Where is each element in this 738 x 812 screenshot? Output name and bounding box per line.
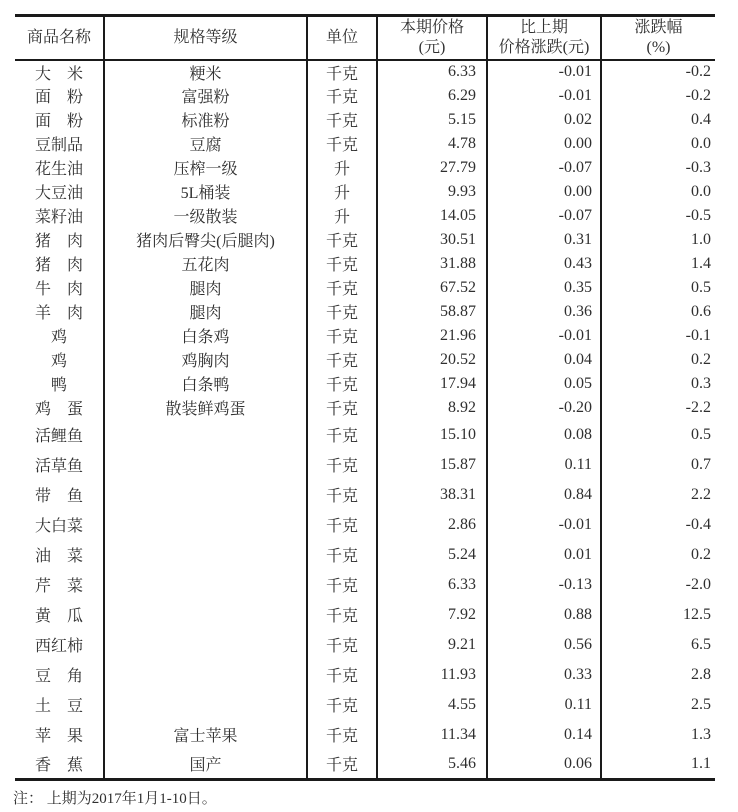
cell-current-price: 6.29 — [377, 84, 487, 108]
cell-change-percent: 0.5 — [601, 420, 715, 450]
cell-unit: 千克 — [307, 630, 377, 660]
price-table-body — [15, 60, 715, 780]
col-header-label: 涨跌幅 — [634, 18, 683, 36]
col-header-sublabel: (%) — [646, 38, 671, 56]
cell-change-percent: -2.0 — [601, 570, 715, 600]
cell-spec-grade — [104, 600, 307, 630]
cell-change-percent: 2.2 — [601, 480, 715, 510]
cell-unit: 千克 — [307, 600, 377, 630]
cell-price-change: -0.20 — [487, 396, 601, 420]
cell-commodity-name: 活鲤鱼 — [34, 428, 83, 445]
cell-commodity-name: 苹 果 — [34, 728, 83, 745]
table-row — [15, 420, 715, 450]
table-row — [15, 84, 715, 108]
cell-commodity-name: 面 粉 — [34, 89, 83, 106]
cell-unit: 千克 — [307, 300, 377, 324]
cell-unit: 千克 — [307, 132, 377, 156]
cell-unit: 千克 — [307, 372, 377, 396]
cell-unit: 千克 — [307, 480, 377, 510]
cell-spec-grade: 散装鲜鸡蛋 — [104, 396, 307, 420]
table-row — [15, 132, 715, 156]
cell-unit: 千克 — [307, 420, 377, 450]
cell-spec-grade — [104, 660, 307, 690]
cell-change-percent: -0.2 — [601, 60, 715, 84]
cell-price-change: 0.11 — [487, 450, 601, 480]
cell-current-price: 2.86 — [377, 510, 487, 540]
cell-change-percent: -0.5 — [601, 204, 715, 228]
cell-change-percent: -0.3 — [601, 156, 715, 180]
cell-spec-grade — [104, 480, 307, 510]
col-header-label: 比上期 — [519, 18, 568, 36]
cell-current-price: 38.31 — [377, 480, 487, 510]
table-row — [15, 324, 715, 348]
col-header-spec-grade — [104, 16, 307, 60]
cell-price-change: 0.33 — [487, 660, 601, 690]
cell-current-price: 27.79 — [377, 156, 487, 180]
cell-price-change: 0.88 — [487, 600, 601, 630]
cell-spec-grade — [104, 630, 307, 660]
cell-current-price: 17.94 — [377, 372, 487, 396]
cell-change-percent: 1.1 — [601, 750, 715, 780]
cell-change-percent: 1.3 — [601, 720, 715, 750]
cell-price-change: -0.01 — [487, 60, 601, 84]
table-row — [15, 108, 715, 132]
cell-change-percent: -2.2 — [601, 396, 715, 420]
cell-current-price: 31.88 — [377, 252, 487, 276]
cell-unit: 千克 — [307, 750, 377, 780]
cell-price-change: 0.08 — [487, 420, 601, 450]
cell-unit: 升 — [307, 180, 377, 204]
cell-unit: 千克 — [307, 720, 377, 750]
cell-change-percent: 1.4 — [601, 252, 715, 276]
cell-commodity-name: 油 菜 — [34, 548, 83, 565]
cell-change-percent: 1.0 — [601, 228, 715, 252]
cell-current-price: 15.87 — [377, 450, 487, 480]
table-row — [15, 276, 715, 300]
cell-price-change: 0.02 — [487, 108, 601, 132]
cell-change-percent: 0.0 — [601, 180, 715, 204]
table-row — [15, 180, 715, 204]
cell-price-change: -0.01 — [487, 84, 601, 108]
cell-current-price: 11.34 — [377, 720, 487, 750]
cell-spec-grade: 鸡胸肉 — [104, 348, 307, 372]
cell-commodity-name: 大 米 — [34, 65, 83, 83]
cell-current-price: 9.21 — [377, 630, 487, 660]
cell-commodity-name: 猪 肉 — [34, 233, 83, 250]
cell-commodity-name: 带 鱼 — [34, 488, 83, 505]
cell-commodity-name: 猪 肉 — [34, 257, 83, 274]
cell-commodity-name: 花生油 — [34, 161, 83, 178]
cell-price-change: -0.13 — [487, 570, 601, 600]
cell-unit: 升 — [307, 204, 377, 228]
cell-change-percent: 2.5 — [601, 690, 715, 720]
cell-spec-grade: 一级散装 — [104, 204, 307, 228]
cell-unit: 千克 — [307, 276, 377, 300]
col-header-sublabel: (元) — [418, 38, 446, 56]
cell-unit: 千克 — [307, 450, 377, 480]
cell-change-percent: 0.6 — [601, 300, 715, 324]
cell-commodity-name: 面 粉 — [34, 113, 83, 130]
cell-change-percent: 0.3 — [601, 372, 715, 396]
col-header-label: 规格等级 — [173, 28, 238, 46]
cell-current-price: 4.55 — [377, 690, 487, 720]
col-header-current-price — [377, 16, 487, 60]
cell-spec-grade — [104, 690, 307, 720]
cell-price-change: 0.00 — [487, 180, 601, 204]
col-header-unit — [307, 16, 377, 60]
cell-spec-grade: 5L桶装 — [104, 180, 307, 204]
cell-change-percent: -0.4 — [601, 510, 715, 540]
cell-spec-grade: 猪肉后臀尖(后腿肉) — [104, 228, 307, 252]
cell-price-change: 0.04 — [487, 348, 601, 372]
cell-price-change: -0.01 — [487, 324, 601, 348]
cell-commodity-name: 菜籽油 — [34, 209, 83, 226]
cell-unit: 千克 — [307, 324, 377, 348]
cell-spec-grade — [104, 420, 307, 450]
cell-unit: 千克 — [307, 540, 377, 570]
cell-change-percent: 12.5 — [601, 600, 715, 630]
cell-commodity-name: 羊 肉 — [34, 305, 83, 322]
table-row — [15, 510, 715, 540]
table-row — [15, 660, 715, 690]
footnote: 注： 上期为2017年1月1-10日。 — [13, 791, 217, 807]
cell-price-change: -0.07 — [487, 156, 601, 180]
cell-unit: 千克 — [307, 228, 377, 252]
cell-change-percent: -0.1 — [601, 324, 715, 348]
cell-commodity-name: 鸡 蛋 — [34, 401, 83, 418]
cell-current-price: 20.52 — [377, 348, 487, 372]
table-row — [15, 600, 715, 630]
cell-unit: 千克 — [307, 252, 377, 276]
cell-current-price: 5.24 — [377, 540, 487, 570]
cell-current-price: 14.05 — [377, 204, 487, 228]
cell-spec-grade — [104, 540, 307, 570]
col-header-sublabel: 价格涨跌(元) — [498, 38, 590, 56]
table-row — [15, 570, 715, 600]
cell-current-price: 58.87 — [377, 300, 487, 324]
cell-current-price: 67.52 — [377, 276, 487, 300]
table-row — [15, 540, 715, 570]
col-header-label: 本期价格 — [399, 18, 464, 36]
table-row — [15, 60, 715, 84]
cell-spec-grade — [104, 570, 307, 600]
cell-commodity-name: 土 豆 — [34, 698, 83, 715]
cell-change-percent: 0.4 — [601, 108, 715, 132]
table-row — [15, 300, 715, 324]
cell-change-percent: 0.0 — [601, 132, 715, 156]
cell-commodity-name: 豆 角 — [34, 668, 83, 685]
col-header-price-change — [487, 16, 601, 60]
cell-change-percent: 0.5 — [601, 276, 715, 300]
cell-price-change: -0.07 — [487, 204, 601, 228]
cell-spec-grade: 五花肉 — [104, 252, 307, 276]
cell-current-price: 5.15 — [377, 108, 487, 132]
cell-commodity-name: 黄 瓜 — [34, 608, 83, 625]
cell-change-percent: 6.5 — [601, 630, 715, 660]
cell-price-change: 0.05 — [487, 372, 601, 396]
cell-spec-grade: 腿肉 — [104, 300, 307, 324]
cell-spec-grade: 白条鸭 — [104, 372, 307, 396]
cell-current-price: 15.10 — [377, 420, 487, 450]
cell-unit: 千克 — [307, 108, 377, 132]
table-row — [15, 372, 715, 396]
col-header-commodity-name — [15, 16, 104, 60]
cell-spec-grade: 国产 — [104, 750, 307, 780]
table-row — [15, 690, 715, 720]
table-row — [15, 348, 715, 372]
cell-price-change: 0.01 — [487, 540, 601, 570]
cell-spec-grade: 富强粉 — [104, 84, 307, 108]
cell-spec-grade: 富士苹果 — [104, 720, 307, 750]
cell-price-change: 0.11 — [487, 690, 601, 720]
cell-price-change: 0.43 — [487, 252, 601, 276]
cell-unit: 千克 — [307, 660, 377, 690]
cell-current-price: 6.33 — [377, 60, 487, 84]
cell-current-price: 7.92 — [377, 600, 487, 630]
cell-current-price: 4.78 — [377, 132, 487, 156]
cell-unit: 千克 — [307, 510, 377, 540]
cell-current-price: 21.96 — [377, 324, 487, 348]
cell-spec-grade — [104, 450, 307, 480]
cell-commodity-name: 鸭 — [50, 377, 67, 394]
cell-commodity-name: 牛 肉 — [34, 281, 83, 298]
cell-commodity-name: 豆制品 — [34, 137, 83, 154]
cell-current-price: 30.51 — [377, 228, 487, 252]
cell-current-price: 5.46 — [377, 750, 487, 780]
cell-spec-grade: 腿肉 — [104, 276, 307, 300]
cell-current-price: 6.33 — [377, 570, 487, 600]
cell-price-change: 0.06 — [487, 750, 601, 780]
table-header-row — [15, 16, 715, 60]
cell-unit: 千克 — [307, 60, 377, 84]
cell-spec-grade: 粳米 — [104, 60, 307, 84]
cell-unit: 千克 — [307, 84, 377, 108]
cell-current-price: 9.93 — [377, 180, 487, 204]
table-row — [15, 252, 715, 276]
cell-commodity-name: 香 蕉 — [34, 757, 83, 775]
cell-spec-grade: 标准粉 — [104, 108, 307, 132]
table-row — [15, 480, 715, 510]
cell-commodity-name: 活草鱼 — [34, 458, 83, 475]
table-row — [15, 228, 715, 252]
cell-current-price: 11.93 — [377, 660, 487, 690]
cell-commodity-name: 大白菜 — [34, 518, 83, 535]
table-row — [15, 720, 715, 750]
table-row — [15, 204, 715, 228]
cell-commodity-name: 芹 菜 — [34, 578, 83, 595]
price-table — [15, 14, 715, 781]
cell-unit: 千克 — [307, 570, 377, 600]
cell-spec-grade: 压榨一级 — [104, 156, 307, 180]
cell-price-change: -0.01 — [487, 510, 601, 540]
table-row — [15, 156, 715, 180]
cell-change-percent: 0.2 — [601, 348, 715, 372]
cell-commodity-name: 大豆油 — [34, 185, 83, 202]
cell-price-change: 0.14 — [487, 720, 601, 750]
table-row — [15, 630, 715, 660]
cell-current-price: 8.92 — [377, 396, 487, 420]
table-row — [15, 750, 715, 780]
cell-price-change: 0.56 — [487, 630, 601, 660]
col-header-label: 单位 — [325, 28, 358, 46]
col-header-change-percent — [601, 16, 715, 60]
cell-spec-grade: 白条鸡 — [104, 324, 307, 348]
col-header-label: 商品名称 — [26, 28, 91, 46]
cell-price-change: 0.31 — [487, 228, 601, 252]
cell-commodity-name: 西红柿 — [34, 638, 83, 655]
cell-price-change: 0.00 — [487, 132, 601, 156]
cell-price-change: 0.36 — [487, 300, 601, 324]
cell-spec-grade — [104, 510, 307, 540]
cell-unit: 千克 — [307, 348, 377, 372]
cell-unit: 千克 — [307, 396, 377, 420]
cell-change-percent: 0.2 — [601, 540, 715, 570]
cell-commodity-name: 鸡 — [50, 353, 67, 370]
cell-price-change: 0.35 — [487, 276, 601, 300]
cell-price-change: 0.84 — [487, 480, 601, 510]
cell-change-percent: 0.7 — [601, 450, 715, 480]
cell-change-percent: -0.2 — [601, 84, 715, 108]
cell-unit: 升 — [307, 156, 377, 180]
cell-change-percent: 2.8 — [601, 660, 715, 690]
table-row — [15, 396, 715, 420]
cell-commodity-name: 鸡 — [50, 329, 67, 346]
table-row — [15, 450, 715, 480]
cell-unit: 千克 — [307, 690, 377, 720]
cell-spec-grade: 豆腐 — [104, 132, 307, 156]
